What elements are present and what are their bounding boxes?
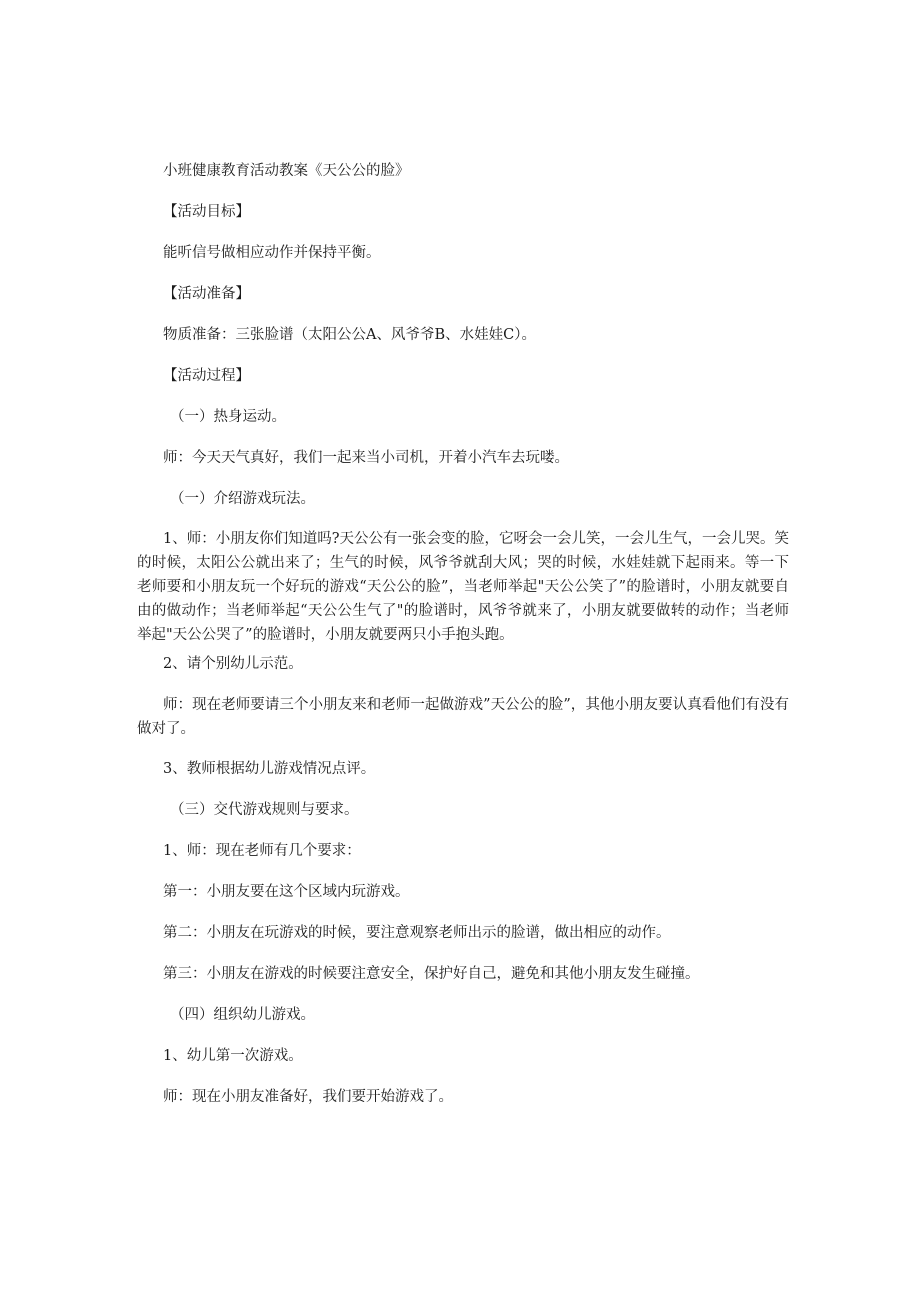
section-heading-process: 【活动过程】 [163, 368, 250, 384]
document-title: 小班健康教育活动教案《天公公的脸》 [163, 163, 410, 179]
step4-item1: 1、幼儿第一次游戏。 [163, 1048, 303, 1064]
rule-1: 第一：小朋友要在这个区域内玩游戏。 [163, 884, 410, 900]
step4-text: 师：现在小朋友准备好，我们要开始游戏了。 [163, 1089, 453, 1105]
section-heading-prep: 【活动准备】 [163, 286, 250, 302]
prep-text: 物质准备：三张脸谱（太阳公公A、风爷爷B、水娃娃C）。 [163, 327, 536, 343]
step3-item1: 1、师：现在老师有几个要求： [163, 843, 361, 859]
step1-title: （一）热身运动。 [170, 409, 286, 425]
step2-item1-paragraph: 1、师：小朋友你们知道吗?天公公有一张会变的脸，它呀会一会儿笑，一会儿生气，一会儿哭。笑的时候，太阳公公就出来了；生气的时候，风爷爷就刮大风；哭的时候，水娃娃就下起雨来。等一下老师要和小朋友玩一个好玩的游戏“天公公的脸”，当老师举起"天公公笑了”的脸谱时，小朋友就要自由的做动作；当老师举起“天公公生气了"的脸谱时，风爷爷就来了，小朋友就要做转的动作；当老师举起"天公公哭了”的脸谱时，小朋友就要两只小手抱头跑。 [137, 531, 789, 643]
step2-title: （一）介绍游戏玩法。 [170, 491, 315, 507]
step2-item2-paragraph: 师：现在老师要请三个小朋友来和老师一起做游戏”天公公的脸”，其他小朋友要认真看他们有没有做对了。 [137, 697, 789, 737]
rule-3: 第三：小朋友在游戏的时候要注意安全，保护好自己，避免和其他小朋友发生碰撞。 [163, 966, 700, 982]
goal-text: 能听信号做相应动作并保持平衡。 [163, 245, 381, 261]
step4-title: （四）组织幼儿游戏。 [170, 1007, 315, 1023]
step1-text: 师：今天天气真好，我们一起来当小司机，开着小汽车去玩喽。 [163, 450, 569, 466]
section-heading-goal: 【活动目标】 [163, 204, 250, 220]
step2-item2: 2、请个别幼儿示范。 [163, 656, 303, 672]
rule-2: 第二：小朋友在玩游戏的时候，要注意观察老师出示的脸谱，做出相应的动作。 [163, 925, 671, 941]
step3-title: （三）交代游戏规则与要求。 [170, 802, 359, 818]
step2-item3: 3、教师根据幼儿游戏情况点评。 [163, 761, 376, 777]
